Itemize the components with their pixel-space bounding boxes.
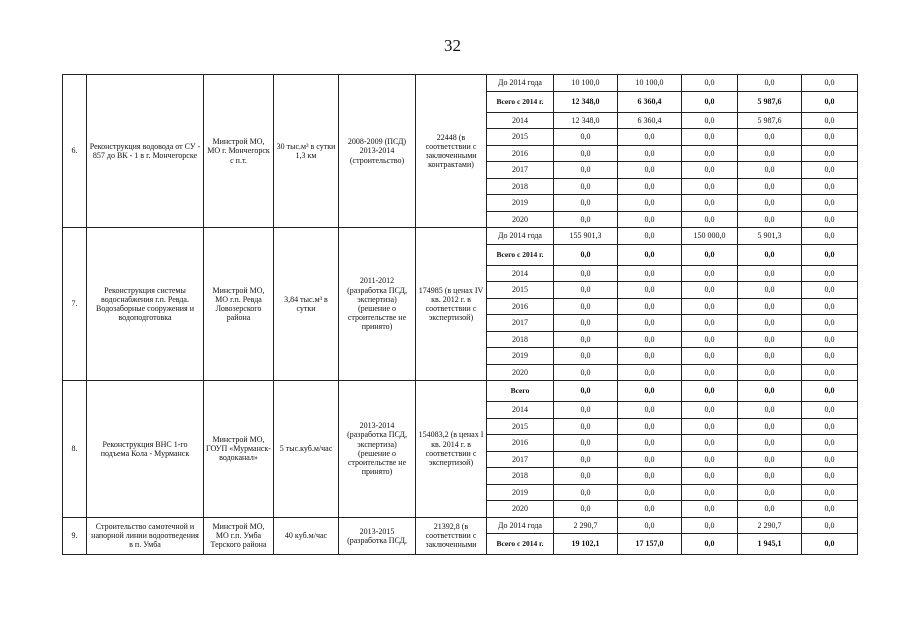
- project-period: 2011-2012 (разработка ПСД, экспертиза) (решение о строительстве не принято): [339, 228, 416, 381]
- value-cell: 0,0: [682, 534, 738, 555]
- value-cell: 0,0: [618, 331, 682, 348]
- value-cell: 155 901,3: [554, 228, 618, 245]
- value-cell: 0,0: [738, 402, 802, 419]
- value-cell: 0,0: [738, 162, 802, 179]
- period-cell: 2017: [487, 162, 554, 179]
- project-period: 2008-2009 (ПСД) 2013-2014 (строительство): [339, 75, 416, 228]
- period-cell: 2015: [487, 418, 554, 435]
- value-cell: 0,0: [618, 402, 682, 419]
- project-capacity: 3,84 тыс.м³ в сутки: [274, 228, 339, 381]
- period-cell: 2020: [487, 501, 554, 518]
- project-name: Строительство самотечной и напорной линии водоотведения в п. Умба: [87, 517, 204, 555]
- value-cell: 0,0: [618, 282, 682, 299]
- value-cell: 0,0: [682, 435, 738, 452]
- value-cell: 0,0: [618, 381, 682, 402]
- value-cell: 0,0: [802, 298, 858, 315]
- project-number: 6.: [63, 75, 87, 228]
- value-cell: 0,0: [682, 484, 738, 501]
- value-cell: 0,0: [738, 501, 802, 518]
- value-cell: 0,0: [802, 451, 858, 468]
- project-period: 2013-2014 (разработка ПСД, экспертиза) (решение о строительстве не принято): [339, 381, 416, 518]
- period-cell: 2017: [487, 315, 554, 332]
- value-cell: 0,0: [802, 75, 858, 92]
- value-cell: 150 000,0: [682, 228, 738, 245]
- value-cell: 0,0: [554, 468, 618, 485]
- value-cell: 0,0: [554, 435, 618, 452]
- value-cell: 0,0: [554, 484, 618, 501]
- value-cell: 0,0: [802, 228, 858, 245]
- value-cell: 0,0: [738, 484, 802, 501]
- value-cell: 0,0: [618, 501, 682, 518]
- value-cell: 0,0: [738, 265, 802, 282]
- value-cell: 0,0: [738, 331, 802, 348]
- period-cell: Всего: [487, 381, 554, 402]
- value-cell: 0,0: [618, 315, 682, 332]
- period-cell: 2019: [487, 484, 554, 501]
- value-cell: 0,0: [682, 501, 738, 518]
- value-cell: 0,0: [682, 418, 738, 435]
- value-cell: 0,0: [738, 468, 802, 485]
- project-cost: 174985 (в ценах IV кв. 2012 г. в соответствии с экспертизой): [416, 228, 487, 381]
- value-cell: 0,0: [682, 381, 738, 402]
- project-capacity: 5 тыс.куб.м/час: [274, 381, 339, 518]
- value-cell: 0,0: [682, 348, 738, 365]
- value-cell: 0,0: [738, 211, 802, 228]
- value-cell: 0,0: [802, 162, 858, 179]
- value-cell: 0,0: [802, 211, 858, 228]
- table-row: [63, 517, 858, 534]
- project-cost: 22448 (в соответствии с заключенными контрактами): [416, 75, 487, 228]
- value-cell: 0,0: [738, 364, 802, 381]
- period-cell: 2016: [487, 145, 554, 162]
- value-cell: 0,0: [682, 129, 738, 146]
- value-cell: 0,0: [802, 364, 858, 381]
- value-cell: 0,0: [738, 435, 802, 452]
- value-cell: 0,0: [802, 501, 858, 518]
- project-executor: Минстрой МО, МО г.п. Ревда Ловозерского района: [204, 228, 274, 381]
- value-cell: 0,0: [554, 129, 618, 146]
- value-cell: 0,0: [738, 418, 802, 435]
- value-cell: 6 360,4: [618, 91, 682, 112]
- value-cell: 0,0: [682, 112, 738, 129]
- value-cell: 0,0: [618, 364, 682, 381]
- period-cell: 2019: [487, 195, 554, 212]
- value-cell: 0,0: [682, 517, 738, 534]
- value-cell: 0,0: [554, 178, 618, 195]
- value-cell: 0,0: [618, 244, 682, 265]
- value-cell: 0,0: [618, 418, 682, 435]
- value-cell: 0,0: [738, 282, 802, 299]
- value-cell: 0,0: [682, 364, 738, 381]
- value-cell: 12 348,0: [554, 112, 618, 129]
- period-cell: Всего с 2014 г.: [487, 534, 554, 555]
- value-cell: 17 157,0: [618, 534, 682, 555]
- value-cell: 0,0: [802, 145, 858, 162]
- value-cell: 0,0: [738, 298, 802, 315]
- period-cell: 2018: [487, 331, 554, 348]
- value-cell: 0,0: [802, 282, 858, 299]
- value-cell: 0,0: [618, 178, 682, 195]
- value-cell: 0,0: [682, 178, 738, 195]
- value-cell: 0,0: [618, 484, 682, 501]
- value-cell: 2 290,7: [738, 517, 802, 534]
- value-cell: 0,0: [682, 402, 738, 419]
- value-cell: 0,0: [682, 451, 738, 468]
- value-cell: 0,0: [554, 451, 618, 468]
- value-cell: 0,0: [618, 129, 682, 146]
- value-cell: 0,0: [682, 265, 738, 282]
- value-cell: 0,0: [554, 348, 618, 365]
- value-cell: 0,0: [554, 402, 618, 419]
- value-cell: 0,0: [682, 75, 738, 92]
- period-cell: Всего с 2014 г.: [487, 244, 554, 265]
- page-number: 32: [444, 36, 461, 55]
- value-cell: 0,0: [802, 315, 858, 332]
- value-cell: 0,0: [802, 418, 858, 435]
- value-cell: 0,0: [618, 451, 682, 468]
- value-cell: 10 100,0: [618, 75, 682, 92]
- value-cell: 0,0: [618, 435, 682, 452]
- value-cell: 0,0: [802, 381, 858, 402]
- value-cell: 0,0: [618, 468, 682, 485]
- value-cell: 0,0: [682, 195, 738, 212]
- value-cell: 0,0: [554, 364, 618, 381]
- value-cell: 0,0: [618, 145, 682, 162]
- value-cell: 1 945,1: [738, 534, 802, 555]
- value-cell: 0,0: [738, 178, 802, 195]
- value-cell: 0,0: [618, 298, 682, 315]
- value-cell: 0,0: [618, 162, 682, 179]
- project-name: Реконструкция водовода от СУ - 857 до ВК - 1 в г. Мончегорске: [87, 75, 204, 228]
- value-cell: 0,0: [554, 265, 618, 282]
- value-cell: 12 348,0: [554, 91, 618, 112]
- value-cell: 0,0: [554, 381, 618, 402]
- value-cell: 0,0: [682, 331, 738, 348]
- value-cell: 0,0: [682, 211, 738, 228]
- value-cell: 5 987,6: [738, 112, 802, 129]
- period-cell: 2014: [487, 402, 554, 419]
- period-cell: 2015: [487, 282, 554, 299]
- value-cell: 0,0: [738, 315, 802, 332]
- period-cell: 2020: [487, 364, 554, 381]
- value-cell: 0,0: [618, 211, 682, 228]
- value-cell: 0,0: [618, 348, 682, 365]
- project-number: 8.: [63, 381, 87, 518]
- value-cell: 5 901,3: [738, 228, 802, 245]
- value-cell: 0,0: [738, 129, 802, 146]
- project-cost: 154083,2 (в ценах I кв. 2014 г. в соответствии с экспертизой): [416, 381, 487, 518]
- period-cell: До 2014 года: [487, 228, 554, 245]
- value-cell: 0,0: [554, 195, 618, 212]
- period-cell: 2014: [487, 112, 554, 129]
- value-cell: 0,0: [554, 162, 618, 179]
- period-cell: 2019: [487, 348, 554, 365]
- value-cell: 19 102,1: [554, 534, 618, 555]
- project-name: Реконструкция ВНС 1-го подъема Кола - Мурманск: [87, 381, 204, 518]
- project-executor: Минстрой МО, МО г. Мончегорск с п.т.: [204, 75, 274, 228]
- value-cell: 0,0: [618, 265, 682, 282]
- value-cell: 0,0: [802, 178, 858, 195]
- period-cell: 2018: [487, 178, 554, 195]
- value-cell: 0,0: [802, 129, 858, 146]
- project-capacity: 30 тыс.м³ в сутки 1,3 км: [274, 75, 339, 228]
- value-cell: 0,0: [738, 451, 802, 468]
- value-cell: 0,0: [802, 244, 858, 265]
- value-cell: 0,0: [802, 265, 858, 282]
- value-cell: 0,0: [802, 484, 858, 501]
- value-cell: 0,0: [802, 91, 858, 112]
- value-cell: 0,0: [554, 331, 618, 348]
- value-cell: 0,0: [682, 145, 738, 162]
- period-cell: Всего с 2014 г.: [487, 91, 554, 112]
- value-cell: 0,0: [682, 315, 738, 332]
- period-cell: 2016: [487, 435, 554, 452]
- value-cell: 0,0: [682, 282, 738, 299]
- value-cell: 0,0: [802, 468, 858, 485]
- value-cell: 0,0: [682, 468, 738, 485]
- value-cell: 0,0: [618, 517, 682, 534]
- table-row: [63, 228, 858, 245]
- value-cell: 0,0: [738, 195, 802, 212]
- project-number: 9.: [63, 517, 87, 555]
- period-cell: 2020: [487, 211, 554, 228]
- value-cell: 0,0: [554, 298, 618, 315]
- period-cell: 2017: [487, 451, 554, 468]
- value-cell: 0,0: [554, 211, 618, 228]
- period-cell: 2018: [487, 468, 554, 485]
- value-cell: 6 360,4: [618, 112, 682, 129]
- value-cell: 0,0: [738, 381, 802, 402]
- table-row: [63, 381, 858, 402]
- project-executor: Минстрой МО, ГОУП «Мурманск-водоканал»: [204, 381, 274, 518]
- value-cell: 0,0: [682, 162, 738, 179]
- value-cell: 0,0: [682, 298, 738, 315]
- value-cell: 0,0: [618, 195, 682, 212]
- value-cell: 0,0: [802, 331, 858, 348]
- project-name: Реконструкция системы водоснабжения г.п. Ревда. Водозаборные сооружения и водоподготовка: [87, 228, 204, 381]
- value-cell: 0,0: [802, 348, 858, 365]
- value-cell: 0,0: [554, 244, 618, 265]
- investment-table: [62, 74, 858, 555]
- value-cell: 0,0: [738, 244, 802, 265]
- project-number: 7.: [63, 228, 87, 381]
- value-cell: 0,0: [738, 75, 802, 92]
- period-cell: 2016: [487, 298, 554, 315]
- table-row: [63, 75, 858, 92]
- value-cell: 0,0: [554, 282, 618, 299]
- value-cell: 0,0: [802, 534, 858, 555]
- value-cell: 5 987,6: [738, 91, 802, 112]
- value-cell: 2 290,7: [554, 517, 618, 534]
- period-cell: До 2014 года: [487, 517, 554, 534]
- value-cell: 10 100,0: [554, 75, 618, 92]
- value-cell: 0,0: [802, 435, 858, 452]
- project-executor: Минстрой МО, МО г.п. Умба Терского района: [204, 517, 274, 555]
- period-cell: 2015: [487, 129, 554, 146]
- value-cell: 0,0: [554, 315, 618, 332]
- value-cell: 0,0: [802, 112, 858, 129]
- value-cell: 0,0: [738, 145, 802, 162]
- value-cell: 0,0: [554, 418, 618, 435]
- project-cost: 21392,8 (в соответствии с заключенными: [416, 517, 487, 555]
- value-cell: 0,0: [682, 91, 738, 112]
- value-cell: 0,0: [802, 402, 858, 419]
- value-cell: 0,0: [554, 145, 618, 162]
- value-cell: 0,0: [618, 228, 682, 245]
- value-cell: 0,0: [802, 517, 858, 534]
- project-capacity: 40 куб.м/час: [274, 517, 339, 555]
- period-cell: До 2014 года: [487, 75, 554, 92]
- period-cell: 2014: [487, 265, 554, 282]
- project-period: 2013-2015 (разработка ПСД,: [339, 517, 416, 555]
- value-cell: 0,0: [738, 348, 802, 365]
- value-cell: 0,0: [682, 244, 738, 265]
- value-cell: 0,0: [802, 195, 858, 212]
- value-cell: 0,0: [554, 501, 618, 518]
